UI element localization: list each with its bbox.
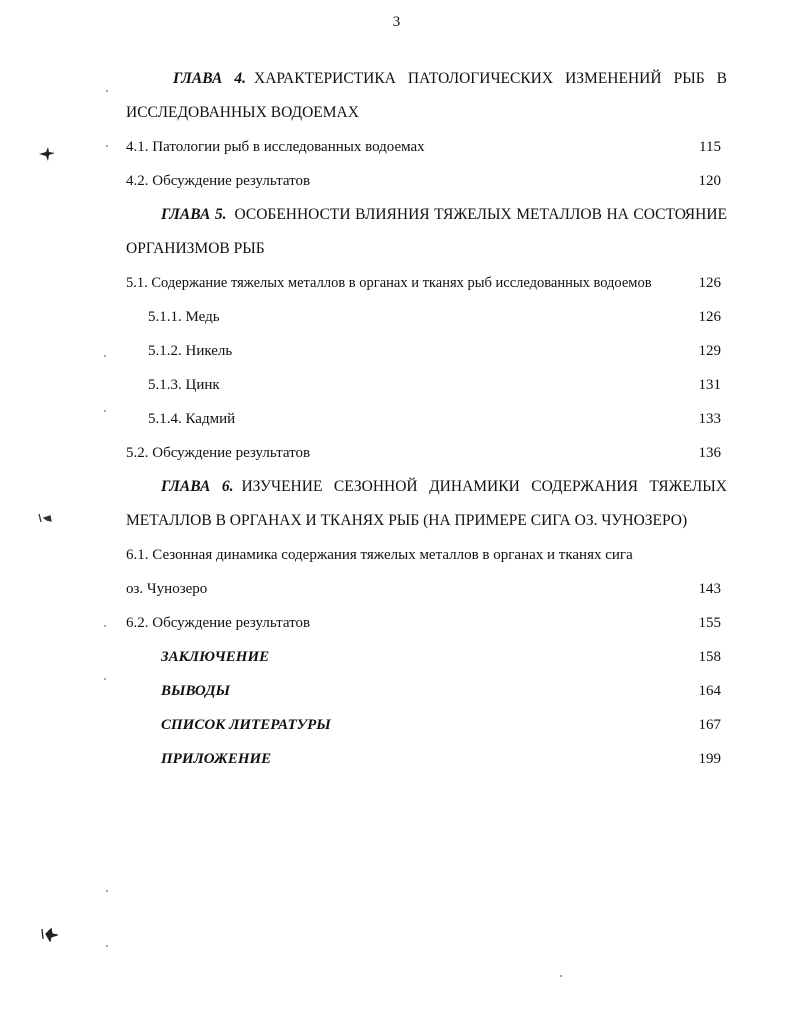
toc-page-5-1-3: 131 bbox=[698, 377, 721, 393]
toc-entry-6-2[interactable]: 6.2. Обсуждение результатов bbox=[126, 615, 311, 631]
toc-entry-5-1-3[interactable]: 5.1.3. Цинк bbox=[148, 377, 220, 393]
chapter-6-title: ИЗУЧЕНИЕ СЕЗОННОЙ ДИНАМИКИ СОДЕРЖАНИЯ ТЯЖЕЛЫХ bbox=[241, 478, 728, 495]
toc-entry-references[interactable]: СПИСОК ЛИТЕРАТУРЫ bbox=[161, 717, 331, 733]
toc-entry-6-1-line2[interactable]: оз. Чунозеро bbox=[126, 581, 208, 597]
chapter-6-heading-line1 bbox=[161, 478, 727, 496]
chapter-5-title: ОСОБЕННОСТИ ВЛИЯНИЯ ТЯЖЕЛЫХ МЕТАЛЛОВ НА СОСТОЯНИЕ bbox=[234, 206, 728, 223]
toc-page-references: 167 bbox=[698, 717, 721, 733]
toc-entry-findings[interactable]: ВЫВОДЫ bbox=[161, 683, 231, 699]
toc-entry-4-1[interactable]: 4.1. Патологии рыб в исследованных водоемах bbox=[126, 139, 425, 155]
page-number: 3 bbox=[392, 14, 401, 30]
toc-entry-appendix[interactable]: ПРИЛОЖЕНИЕ bbox=[161, 751, 272, 767]
chapter-6-title-line2: МЕТАЛЛОВ В ОРГАНАХ И ТКАНЯХ РЫБ (НА ПРИМЕРЕ СИГА ОЗ. ЧУНОЗЕРО) bbox=[126, 512, 688, 529]
toc-page-appendix: 199 bbox=[698, 751, 721, 767]
toc-entry-5-1[interactable]: 5.1. Содержание тяжелых металлов в органах и тканях рыб исследованных водоемов bbox=[126, 275, 652, 291]
toc-entry-5-1-2[interactable]: 5.1.2. Никель bbox=[148, 343, 233, 359]
toc-page-6-1: 143 bbox=[698, 581, 721, 597]
toc-page-5-1-1: 126 bbox=[698, 309, 721, 325]
toc-entry-5-2[interactable]: 5.2. Обсуждение результатов bbox=[126, 445, 311, 461]
scan-speck bbox=[106, 90, 108, 92]
toc-page-5-1-4: 133 bbox=[698, 411, 721, 427]
toc-page-5-2: 136 bbox=[698, 445, 721, 461]
chapter-5-heading-line1 bbox=[161, 206, 727, 224]
scan-speck bbox=[560, 975, 562, 977]
toc-page-conclusion: 158 bbox=[698, 649, 721, 665]
toc-page-6-2: 155 bbox=[698, 615, 721, 631]
toc-page-5-1-2: 129 bbox=[698, 343, 721, 359]
chapter-4-heading-line1 bbox=[173, 70, 727, 88]
chapter-6-label: ГЛАВА 6. bbox=[161, 478, 234, 495]
toc-entry-4-2[interactable]: 4.2. Обсуждение результатов bbox=[126, 173, 311, 189]
binding-mark-icon bbox=[38, 146, 56, 167]
binding-mark-icon bbox=[40, 926, 58, 947]
scan-speck bbox=[104, 355, 106, 357]
toc-entry-5-1-4[interactable]: 5.1.4. Кадмий bbox=[148, 411, 236, 427]
toc-entry-5-1-1[interactable]: 5.1.1. Медь bbox=[148, 309, 220, 325]
toc-page-findings: 164 bbox=[698, 683, 721, 699]
chapter-5-label: ГЛАВА 5. bbox=[161, 206, 227, 223]
toc-page-4-2: 120 bbox=[698, 173, 721, 189]
chapter-5-title-line2: ОРГАНИЗМОВ РЫБ bbox=[126, 240, 265, 257]
scan-speck bbox=[104, 625, 106, 627]
toc-page-5-1: 126 bbox=[698, 275, 721, 291]
scan-speck bbox=[106, 145, 108, 147]
toc-entry-6-1-line1[interactable]: 6.1. Сезонная динамика содержания тяжелых металлов в органах и тканях сига bbox=[126, 547, 633, 563]
toc-entry-conclusion[interactable]: ЗАКЛЮЧЕНИЕ bbox=[161, 649, 270, 665]
chapter-4-label: ГЛАВА 4. bbox=[173, 70, 247, 87]
chapter-4-title: ХАРАКТЕРИСТИКА ПАТОЛОГИЧЕСКИХ ИЗМЕНЕНИЙ РЫБ В bbox=[254, 70, 727, 87]
scan-speck bbox=[104, 410, 106, 412]
binding-mark-icon bbox=[38, 512, 56, 529]
chapter-4-title-line2: ИССЛЕДОВАННЫХ ВОДОЕМАХ bbox=[126, 104, 359, 121]
toc-page-4-1: 115 bbox=[699, 139, 721, 155]
scan-speck bbox=[106, 890, 108, 892]
scan-speck bbox=[106, 945, 108, 947]
scan-speck bbox=[104, 678, 106, 680]
